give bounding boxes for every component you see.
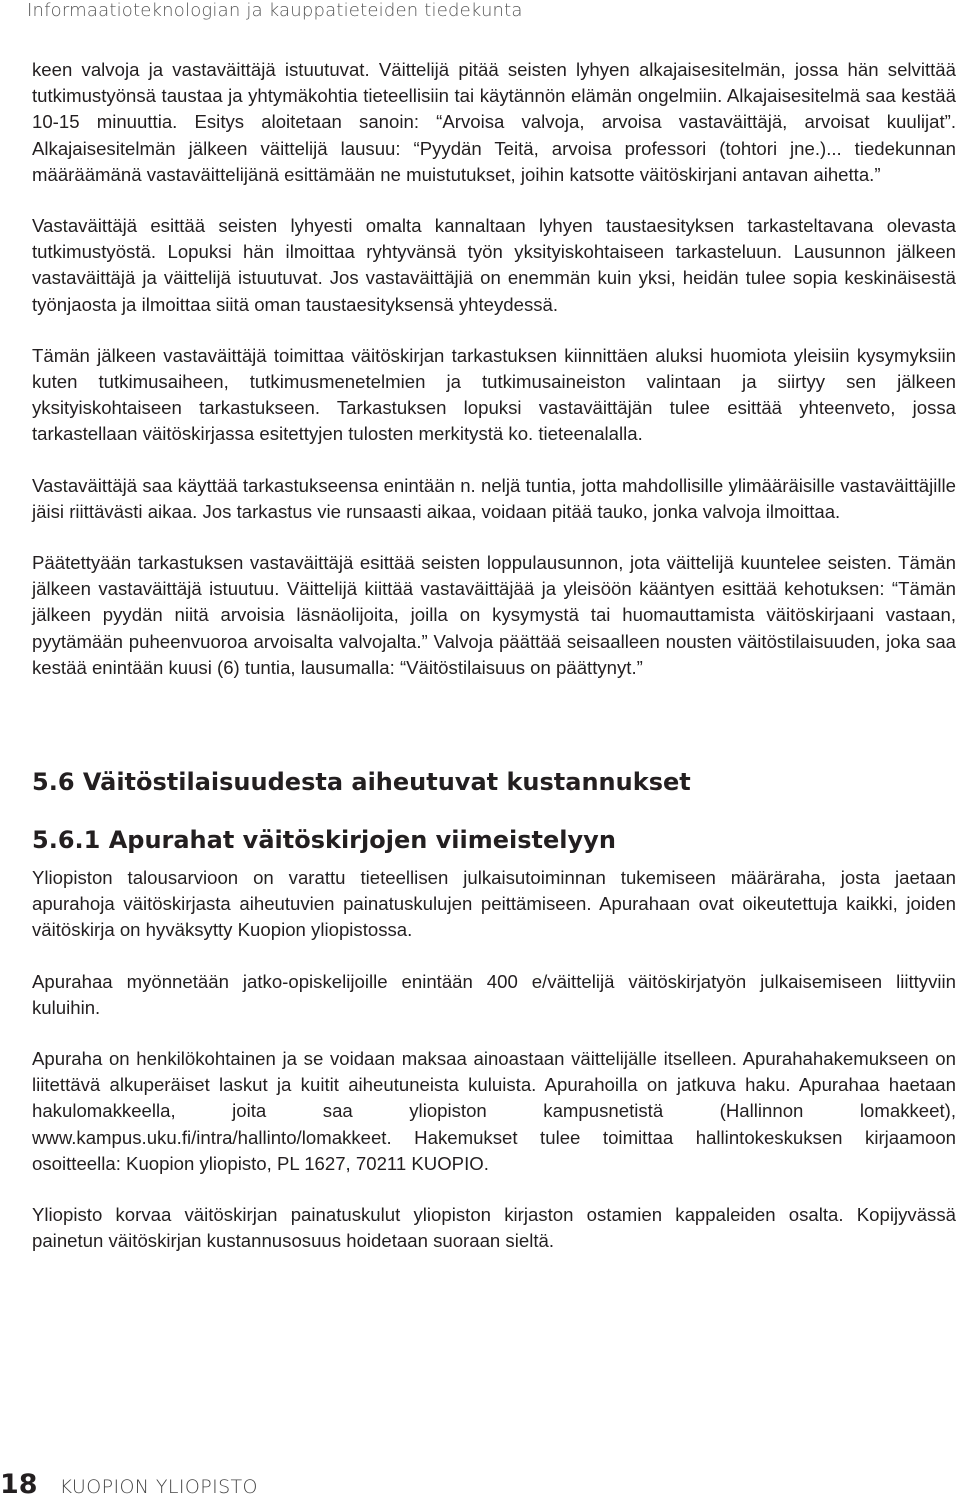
header-divider [0,34,960,35]
paragraph: Tämän jälkeen vastaväittäjä toimittaa väitöskirjan tarkastuksen kiinnittäen aluksi huomiota yleisiin kysymyksiin kuten tutkimusaiheen, tutkimusmenetelmien ja tutkimusaineiston valintaan ja siirtyy sen jälkeen yksityiskohtaiseen tarkastukseen. Tarkastuksen lopuksi vastaväittäjän tulee esittää yhteenveto, jossa tarkastellaan väitöskirjassa esitettyjen tulosten merkitystä ko. tieteenalalla. [32,344,956,445]
subsection-heading: 5.6.1 Apurahat väitöskirjojen viimeistelyyn [32,826,616,855]
publisher-name: KUOPION YLIOPISTO [59,1476,258,1498]
section-heading: 5.6 Väitöstilaisuudesta aiheutuvat kustannukset [32,768,691,797]
page-number: 18 [0,1469,38,1500]
paragraph: Yliopiston talousarvioon on varattu tieteellisen julkaisutoiminnan tukemiseen määräraha, josta jaetaan apurahoja väitöskirjasta aiheutuvien painatuskulujen peittämiseen. Apurahaan ovat oikeutettuja kaikki, joiden väitöskirja on hyväksytty Kuopion yliopistossa. [32,867,956,941]
paragraph: Päätettyään tarkastuksen vastaväittäjä esittää seisten loppulausunnon, jota väittelijä kuuntelee seisten. Tämän jälkeen vastaväittäjä istuutuu. Väittelijä kiittää vastaväittäjää ja yleisöön kääntyen esittää kehotuksen: “Tämän jälkeen pyydän niitä arvoisia läsnäolijoita, joilla on kysymystä tai huomauttamista väitöskirjaani vastaan, pyytämään puheenvuoroa arvoisalta valvojalta.” Valvoja päättää seisaalleen nousten väitöstilaisuuden, joka saa kestää enintään kuusi (6) tuntia, lausumalla: “Väitöstilaisuus on päättynyt.” [32,552,956,678]
page-footer [0,1469,258,1500]
paragraph: Yliopisto korvaa väitöskirjan painatuskulut yliopiston kirjaston ostamien kappaleiden osalta. Kopijyvässä painetun väitöskirjan kustannusosuus hoidetaan suoraan sieltä. [32,1204,956,1252]
paragraph: Apurahaa myönnetään jatko-opiskelijoille enintään 400 e/väittelijä väitöskirjatyön julkaisemiseen liittyviin kuluihin. [32,970,956,1018]
paragraph: keen valvoja ja vastaväittäjä istuutuvat. Väittelijä pitää seisten lyhyen alkajaisesitelmän, jossa hän selvittää tutkimustyönsä taustaa ja yhtymäkohtia tieteellisiin tai käytännön elämän ongelmiin. Alkajaisesitelmä saa kestää 10-15 minuuttia. Esitys aloitetaan sanoin: “Arvoisa valvoja, arvoisa vastaväittäjä, arvoisat kuulijat”. Alkajaisesitelmän jälkeen väittelijä lausuu: “Pyydän Teitä, arvoisa professori (tohtori jne.)... tiedekunnan määräämänä vastaväittelijänä esittämään ne muistutukset, joihin katsotte väitöskirjani antavan aihetta.” [32,59,956,185]
paragraph: Vastaväittäjä esittää seisten lyhyesti omalta kannaltaan lyhyen taustaesityksen tarkasteltavana olevasta tutkimustyöstä. Lopuksi hän ilmoittaa ryhtyvänsä työn yksityiskohtaiseen tarkasteluun. Lausunnon jälkeen vastaväittäjä ja väittelijä istuutuvat. Jos vastaväittäjiä on enemmän kuin yksi, heidän tulee sopia keskinäisestä työnjaosta ja ilmoittaa siitä oman taustaesityksensä yhteydessä. [32,215,956,315]
paragraph: Vastaväittäjä saa käyttää tarkastukseensa enintään n. neljä tuntia, jotta mahdollisille ylimääräisille vastaväittäjille jäisi riittävästi aikaa. Jos tarkastus vie runsaasti aikaa, voidaan pitää tauko, jonka valvoja ilmoittaa. [32,474,956,522]
running-header: Informaatioteknologian ja kauppatieteiden tiedekunta [27,0,523,21]
paragraph: Apuraha on henkilökohtainen ja se voidaan maksaa ainoastaan väittelijälle itselleen. Apurahahakemukseen on liitettävä alkuperäiset laskut ja kuitit aiheutuneista kuluista. Apurahoilla on jatkuva haku. Apurahaa haetaan hakulomakkeella, joita saa yliopiston kampusnetistä (Hallinnon lomakkeet), www.kampus.uku.fi/intra/hallinto/lomakkeet. Hakemukset tulee toimittaa hallintokeskuksen kirjaamoon osoitteella: Kuopion yliopisto, PL 1627, 70211 KUOPIO. [32,1048,956,1174]
page-body [32,57,956,1255]
